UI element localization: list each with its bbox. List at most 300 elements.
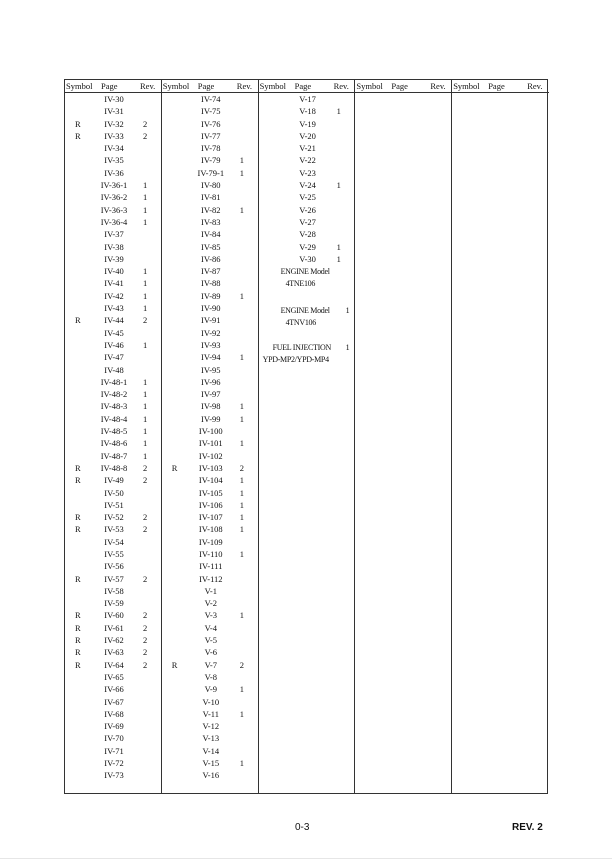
table-row <box>65 241 161 253</box>
table-row <box>65 179 161 191</box>
rev-cell: 2 <box>143 659 148 670</box>
page-cell: IV-65 <box>104 671 124 682</box>
page-cell: IV-80 <box>201 180 221 191</box>
page-cell: IV-83 <box>201 216 221 227</box>
page-cell: IV-90 <box>201 303 221 314</box>
page-cell: IV-74 <box>201 94 221 104</box>
page-cell: IV-37 <box>104 229 124 240</box>
symbol-cell: R <box>75 118 81 129</box>
page-cell: V-22 <box>299 155 316 166</box>
page-cell: V-16 <box>202 770 220 781</box>
table-row <box>65 154 161 166</box>
table-row <box>162 474 258 486</box>
table-row <box>162 646 258 658</box>
header-symbol: Symbol <box>453 81 480 91</box>
note-line-2: YPD-MP2/YPD-MP4 <box>262 355 329 364</box>
symbol-cell: R <box>75 659 81 670</box>
table-row <box>65 560 161 572</box>
header-rev: Rev. <box>333 81 349 91</box>
rev-cell: 1 <box>143 204 148 215</box>
table-row <box>162 191 258 203</box>
table-row <box>65 659 161 671</box>
rev-cell: 1 <box>143 389 148 400</box>
header-rev: Rev. <box>236 81 253 91</box>
rev-cell: 2 <box>143 475 148 486</box>
table-row <box>259 191 355 203</box>
page-cell: V-10 <box>202 696 220 707</box>
table-row <box>259 204 355 216</box>
page-cell: IV-36-4 <box>100 216 128 227</box>
rev-cell: 2 <box>239 462 245 473</box>
table-row <box>259 130 355 142</box>
page-cell: V-30 <box>299 253 316 264</box>
table-row <box>162 302 258 314</box>
table-row <box>259 167 355 179</box>
header-page: Page <box>101 81 118 91</box>
rev-cell: 1 <box>143 303 148 314</box>
rev-cell: 1 <box>336 106 341 117</box>
symbol-cell: R <box>75 475 81 486</box>
page-cell: IV-50 <box>104 487 124 498</box>
page-cell: V-29 <box>299 241 316 252</box>
column-header <box>259 80 355 93</box>
page-cell: V-19 <box>299 118 316 129</box>
rev-cell: 2 <box>143 573 148 584</box>
rev-cell: 1 <box>239 524 245 535</box>
page-cell: IV-108 <box>198 524 223 535</box>
rev-cell: 1 <box>143 278 148 289</box>
table-row <box>65 437 161 449</box>
page-cell: IV-32 <box>104 118 124 129</box>
table-row <box>259 118 355 130</box>
page-cell: V-18 <box>299 106 316 117</box>
table-row <box>65 696 161 708</box>
table-row <box>162 216 258 228</box>
table-row <box>65 204 161 216</box>
page-cell: V-5 <box>204 635 218 646</box>
page-cell: IV-79-1 <box>197 167 225 178</box>
page-cell: IV-56 <box>104 561 124 572</box>
page-cell: IV-30 <box>104 94 124 104</box>
symbol-cell: R <box>75 647 81 658</box>
table-row <box>65 597 161 609</box>
header-symbol: Symbol <box>259 81 287 91</box>
page-cell: V-28 <box>299 229 316 240</box>
note-line-1: ENGINE Model <box>280 306 330 315</box>
table-row <box>162 364 258 376</box>
rev-cell: 1 <box>239 499 245 510</box>
table-row <box>65 732 161 744</box>
page-cell: IV-34 <box>104 143 124 154</box>
header-symbol: Symbol <box>356 81 383 91</box>
page-cell: IV-82 <box>201 204 221 215</box>
page-cell: IV-68 <box>104 708 124 719</box>
page-cell: IV-87 <box>201 266 221 277</box>
rev-cell: 2 <box>143 512 148 523</box>
table-row <box>65 105 161 117</box>
page-cell: IV-112 <box>199 573 223 584</box>
rev-cell: 2 <box>143 315 148 326</box>
symbol-cell: R <box>171 462 178 473</box>
table-row <box>65 351 161 363</box>
table-row <box>65 400 161 412</box>
page-cell: IV-49 <box>104 475 124 486</box>
page-cell: IV-66 <box>104 684 124 695</box>
table-row <box>162 671 258 683</box>
symbol-cell: R <box>75 512 81 523</box>
page-cell: IV-44 <box>104 315 124 326</box>
page-cell: V-7 <box>204 659 218 670</box>
symbol-cell: R <box>75 610 81 621</box>
page-cell: IV-45 <box>104 327 124 338</box>
rev-cell: 1 <box>239 413 245 424</box>
table-row <box>65 450 161 462</box>
rev-cell: 1 <box>336 253 341 264</box>
page-cell: IV-109 <box>198 536 223 547</box>
header-rev: Rev. <box>527 81 543 91</box>
header-rev: Rev. <box>430 81 446 91</box>
page-cell: IV-69 <box>104 721 124 732</box>
table-row <box>259 93 355 105</box>
page-cell: V-25 <box>299 192 316 203</box>
header-page: Page <box>488 81 505 91</box>
page-cell: IV-48-2 <box>100 389 128 400</box>
table-row <box>162 597 258 609</box>
rev-cell: 1 <box>336 180 341 191</box>
page-cell: IV-36-2 <box>100 192 128 203</box>
page-cell: IV-95 <box>201 364 221 375</box>
page-cell: IV-48-5 <box>100 426 128 437</box>
table-row <box>162 351 258 363</box>
table-row <box>259 241 355 253</box>
table-row <box>162 265 258 277</box>
table-row <box>65 622 161 634</box>
rev-cell: 2 <box>143 462 148 473</box>
page-cell: IV-55 <box>104 548 124 559</box>
table-row <box>65 228 161 240</box>
table-row <box>162 228 258 240</box>
table-row <box>162 536 258 548</box>
page-cell: IV-85 <box>201 241 221 252</box>
table-row <box>65 511 161 523</box>
table-row <box>162 154 258 166</box>
table-row <box>65 364 161 376</box>
rev-cell: 2 <box>143 130 148 141</box>
table-row <box>162 388 258 400</box>
table-row <box>65 536 161 548</box>
page-cell: IV-107 <box>198 512 223 523</box>
page-cell: IV-106 <box>198 499 223 510</box>
page-cell: V-21 <box>299 143 316 154</box>
page-cell: IV-47 <box>104 352 124 363</box>
rev-cell: 2 <box>239 659 245 670</box>
page-cell: IV-76 <box>201 118 221 129</box>
table-row <box>162 548 258 560</box>
table-row <box>65 130 161 142</box>
page-cell: V-15 <box>202 758 220 769</box>
table-row <box>65 757 161 769</box>
page-cell: IV-48-1 <box>100 376 128 387</box>
table-row <box>65 314 161 326</box>
page-cell: IV-36-3 <box>100 204 128 215</box>
page-cell: IV-86 <box>201 253 221 264</box>
header-rev: Rev. <box>140 81 156 91</box>
page-cell: IV-48-6 <box>100 438 128 449</box>
table-row <box>65 708 161 720</box>
table-row <box>162 118 258 130</box>
table-row <box>65 769 161 781</box>
table-row <box>65 277 161 289</box>
rev-cell: 1 <box>239 204 245 215</box>
page-cell: IV-94 <box>201 352 221 363</box>
page-cell: IV-63 <box>104 647 124 658</box>
table-row <box>259 253 355 265</box>
page-cell: IV-31 <box>104 106 124 117</box>
page-cell: V-23 <box>299 167 316 178</box>
table-row <box>65 474 161 486</box>
table-row <box>162 732 258 744</box>
page-cell: IV-62 <box>104 635 124 646</box>
table-row <box>259 105 355 117</box>
page-cell: V-26 <box>299 204 316 215</box>
table-row <box>162 659 258 671</box>
symbol-cell: R <box>75 573 81 584</box>
page-cell: IV-84 <box>201 229 221 240</box>
column-header <box>452 80 549 93</box>
table-row <box>162 696 258 708</box>
table-row <box>162 523 258 535</box>
table-row <box>162 560 258 572</box>
table-row <box>162 130 258 142</box>
page-cell: IV-61 <box>104 622 124 633</box>
page-cell: IV-71 <box>104 745 124 756</box>
page-cell: IV-36-1 <box>100 180 128 191</box>
page-cell: IV-38 <box>104 241 124 252</box>
page-cell: IV-96 <box>201 376 221 387</box>
table-row <box>65 609 161 621</box>
table-row <box>162 745 258 757</box>
page-cell: V-3 <box>204 610 218 621</box>
table-row <box>162 241 258 253</box>
table-row <box>65 142 161 154</box>
rev-cell: 1 <box>239 155 245 166</box>
table-row <box>162 400 258 412</box>
page-cell: IV-52 <box>104 512 124 523</box>
table-row <box>65 720 161 732</box>
rev-cell: 1 <box>239 684 245 695</box>
table-column-2 <box>162 80 259 793</box>
page-cell: IV-42 <box>104 290 124 301</box>
page-cell: IV-77 <box>201 130 221 141</box>
page-cell: IV-41 <box>104 278 124 289</box>
table-row <box>162 720 258 732</box>
rev-cell: 1 <box>143 180 148 191</box>
symbol-cell: R <box>75 315 81 326</box>
table-row <box>65 745 161 757</box>
table-row <box>65 118 161 130</box>
table-row <box>162 634 258 646</box>
rev-cell: 2 <box>143 635 148 646</box>
table-row <box>162 683 258 695</box>
page-cell: IV-93 <box>201 339 221 350</box>
page-cell: IV-60 <box>104 610 124 621</box>
table-row <box>162 585 258 597</box>
table-row <box>65 376 161 388</box>
symbol-cell: R <box>75 462 81 473</box>
rev-cell: 1 <box>143 216 148 227</box>
header-page: Page <box>391 81 408 91</box>
table-row <box>162 204 258 216</box>
table-row <box>162 708 258 720</box>
table-row <box>259 228 355 240</box>
table-row <box>162 339 258 351</box>
rev-cell: 1 <box>239 758 245 769</box>
rev-cell: 1 <box>143 401 148 412</box>
page-cell: IV-101 <box>198 438 223 449</box>
page-cell: IV-104 <box>198 475 223 486</box>
note-line-2: 4TNV106 <box>285 318 316 327</box>
page-cell: IV-98 <box>201 401 221 412</box>
page-cell: IV-102 <box>198 450 223 461</box>
rev-cell: 1 <box>239 512 245 523</box>
page-cell: IV-59 <box>104 598 124 609</box>
rev-cell: 1 <box>239 352 245 363</box>
rev-cell: 1 <box>143 192 148 203</box>
rev-cell: 1 <box>336 241 341 252</box>
table-column-3 <box>259 80 356 793</box>
rev-cell: 2 <box>143 524 148 535</box>
rev-cell: 1 <box>239 548 245 559</box>
table-row <box>162 376 258 388</box>
table-row <box>162 573 258 585</box>
table-row <box>65 523 161 535</box>
page-cell: V-2 <box>204 598 218 609</box>
table-row <box>162 437 258 449</box>
table-row <box>65 573 161 585</box>
column-header <box>355 80 451 93</box>
table-row <box>259 154 355 166</box>
page-cell: IV-97 <box>201 389 221 400</box>
column-header <box>162 80 258 93</box>
page-cell: IV-89 <box>201 290 221 301</box>
rev-cell: 1 <box>143 426 148 437</box>
page-cell: IV-35 <box>104 155 124 166</box>
table-row <box>65 339 161 351</box>
table-column-4 <box>355 80 452 793</box>
page-cell: IV-64 <box>104 659 124 670</box>
bottom-rule <box>0 858 612 859</box>
table-row <box>162 167 258 179</box>
table-row <box>65 388 161 400</box>
table-row <box>162 413 258 425</box>
table-row <box>162 499 258 511</box>
page-cell: V-6 <box>204 647 218 658</box>
table-row <box>65 585 161 597</box>
rev-cell: 1 <box>143 413 148 424</box>
table-row <box>162 769 258 781</box>
page-cell: V-27 <box>299 216 316 227</box>
table-column-1 <box>65 80 162 793</box>
table-row <box>65 683 161 695</box>
table-row <box>65 191 161 203</box>
table-row <box>65 265 161 277</box>
page-cell: IV-79 <box>201 155 221 166</box>
page-cell: IV-53 <box>104 524 124 535</box>
rev-cell: 1 <box>239 167 245 178</box>
note-line-1: FUEL INJECTION <box>272 343 331 352</box>
table-row <box>162 277 258 289</box>
table-row <box>162 290 258 302</box>
page-cell: IV-70 <box>104 733 124 744</box>
table-column-5 <box>452 80 549 793</box>
page-cell: IV-36 <box>104 167 124 178</box>
page-cell: IV-81 <box>201 192 221 203</box>
table-row <box>162 487 258 499</box>
page-cell: IV-51 <box>104 499 124 510</box>
table-row <box>65 634 161 646</box>
rev-cell: 1 <box>239 487 245 498</box>
table-row <box>162 253 258 265</box>
revision-table <box>64 79 548 794</box>
page-cell: IV-48-4 <box>100 413 128 424</box>
rev-cell: 2 <box>143 610 148 621</box>
rev-cell: 1 <box>239 610 245 621</box>
table-row <box>162 327 258 339</box>
table-row <box>162 93 258 105</box>
page-cell: IV-48-7 <box>100 450 128 461</box>
symbol-cell: R <box>171 659 178 670</box>
table-row <box>162 105 258 117</box>
table-row <box>162 450 258 462</box>
page-cell: IV-58 <box>104 585 124 596</box>
page-cell: IV-48 <box>104 364 124 375</box>
table-row <box>65 646 161 658</box>
page-cell: IV-72 <box>104 758 124 769</box>
rev-cell: 2 <box>143 647 148 658</box>
page-cell: V-14 <box>202 745 220 756</box>
table-row <box>65 413 161 425</box>
page-cell: IV-33 <box>104 130 124 141</box>
table-row <box>65 548 161 560</box>
page-cell: V-11 <box>202 708 219 719</box>
table-row <box>65 290 161 302</box>
rev-cell: 1 <box>143 339 148 350</box>
symbol-cell: R <box>75 524 81 535</box>
rev-cell: 1 <box>239 290 245 301</box>
page-cell: IV-43 <box>104 303 124 314</box>
table-row <box>65 253 161 265</box>
table-row <box>162 314 258 326</box>
rev-cell: 1 <box>143 266 148 277</box>
header-page: Page <box>294 81 312 91</box>
table-row <box>65 302 161 314</box>
table-row <box>65 499 161 511</box>
page-cell: IV-48-3 <box>100 401 128 412</box>
table-row <box>162 757 258 769</box>
rev-cell: 1 <box>143 450 148 461</box>
page-cell: IV-57 <box>104 573 124 584</box>
page-cell: IV-91 <box>201 315 221 326</box>
column-header <box>65 80 161 93</box>
table-row <box>162 511 258 523</box>
header-symbol: Symbol <box>66 81 93 91</box>
table-row <box>162 142 258 154</box>
rev-cell: 1 <box>143 376 148 387</box>
page-cell: V-8 <box>204 671 218 682</box>
table-row <box>162 425 258 437</box>
table-row <box>162 179 258 191</box>
page-cell: V-9 <box>204 684 218 695</box>
